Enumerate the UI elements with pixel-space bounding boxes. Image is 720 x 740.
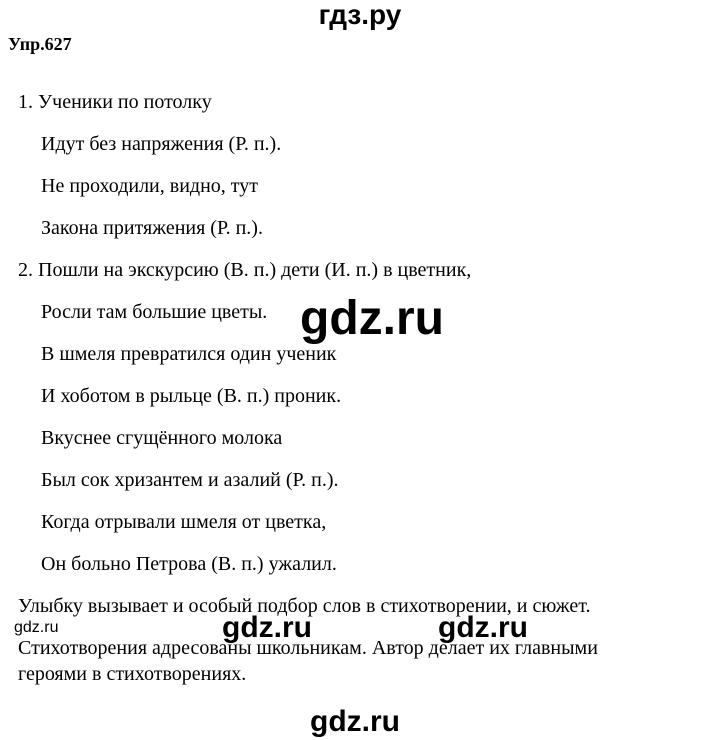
- exercise-title: Упр.627: [8, 34, 72, 54]
- stanza-2-line-8: Он больно Петрова (В. п.) ужалил.: [41, 553, 337, 575]
- stanza-2-number: 2.: [18, 259, 33, 281]
- watermark-bottom: gdz.ru: [310, 705, 400, 738]
- stanza-2-line-6: Был сок хризантем и азалий (Р. п.).: [41, 469, 339, 491]
- stanza-2-line-1: 2. Пошли на экскурсию (В. п.) дети (И. п.) в цветник,: [18, 259, 472, 281]
- watermark-small: gdz.ru: [14, 619, 59, 636]
- watermark-large: gdz.ru: [300, 292, 444, 345]
- watermark-mid-left: gdz.ru: [222, 611, 312, 644]
- stanza-1-line-1: 1. Ученики по потолку: [18, 91, 212, 113]
- conclusion-line-1: Улыбку вызывает и особый подбор слов в стихотворении, и сюжет.: [18, 595, 591, 617]
- watermark-mid-right: gdz.ru: [438, 611, 528, 644]
- stanza-2-line-7: Когда отрывали шмеля от цветка,: [41, 511, 327, 533]
- stanza-2-line-3: В шмеля превратился один ученик: [41, 343, 337, 365]
- conclusion-line-3: героями в стихотворениях.: [18, 663, 247, 685]
- stanza-1-line-4: Закона притяжения (Р. п.).: [41, 217, 263, 239]
- stanza-1-number: 1.: [18, 91, 33, 113]
- conclusion-line-2: Стихотворения адресованы школьникам. Автор делает их главными: [18, 637, 598, 659]
- stanza-2-line-5: Вкуснее сгущённого молока: [41, 427, 283, 449]
- site-header: гдз.ру: [318, 0, 402, 30]
- stanza-2-line-4: И хоботом в рыльце (В. п.) проник.: [41, 385, 342, 407]
- stanza-1-line-2: Идут без напряжения (Р. п.).: [41, 133, 282, 155]
- stanza-1-line-3: Не проходили, видно, тут: [41, 175, 258, 197]
- stanza-2-line-2: Росли там большие цветы.: [41, 301, 268, 323]
